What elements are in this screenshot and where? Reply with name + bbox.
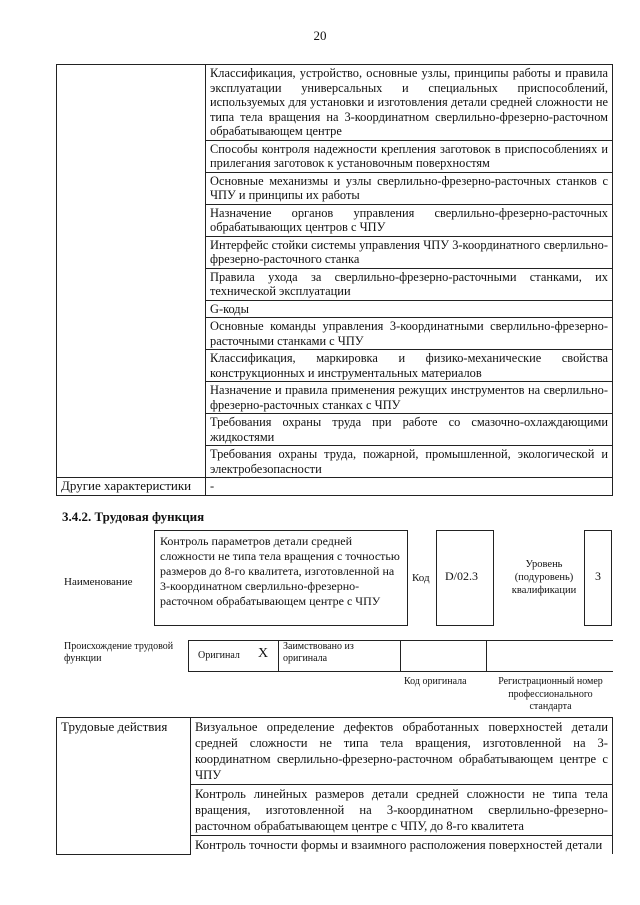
origin-divider xyxy=(486,640,487,672)
knowledge-item: Правила ухода за сверлильно-фрезерно-расточными станками, их технической эксплуатации xyxy=(206,268,613,300)
origin-divider xyxy=(400,640,401,672)
labor-actions-table xyxy=(56,717,613,855)
level-box xyxy=(584,530,612,626)
borrowed-label: Заимствовано из оригинала xyxy=(283,641,354,664)
function-name-value: Контроль параметров детали средней сложности не типа тела вращения с точностью размеров до 8-го квалитета, изготовленной на 3-координатном сверлильно-фрезерно-расточном обрабатывающем центре с ЧПУ xyxy=(160,534,400,608)
knowledge-item: Назначение и правила применения режущих инструментов на сверлильно-фрезерно-расточных станках с ЧПУ xyxy=(206,382,613,414)
level-label: Уровень (подуровень) квалификации xyxy=(511,559,577,596)
knowledge-item: Способы контроля надежности крепления заготовок в приспособлениях и прилегания заготовок к установочным поверхностям xyxy=(206,140,613,172)
knowledge-label-cell xyxy=(57,65,206,478)
origin-divider xyxy=(278,640,279,672)
knowledge-item: Классификация, устройство, основные узлы, принципы работы и правила эксплуатации универсальных и специальных приспособлений, используемых для установки и изготовления детали средней сложности не типа тела вращения на 3-координатном сверлильно-фрезерно-расточном обрабатывающем центре xyxy=(206,65,613,141)
page-number: 20 xyxy=(313,28,327,43)
knowledge-item: Классификация, маркировка и физико-механические свойства конструкционных и инструментальных материалов xyxy=(206,350,613,382)
level-value: 3 xyxy=(595,569,601,583)
labor-action-item: Контроль линейных размеров детали средней сложности не типа тела вращения, изготовленной на 3-координатном сверлильно-фрезерно-расточном обрабатывающем центре с ЧПУ, до 8-го квалитета xyxy=(191,785,613,836)
other-characteristics-value: - xyxy=(206,478,613,496)
code-value: D/02.3 xyxy=(445,569,478,583)
function-name-box xyxy=(154,530,408,626)
code-original-label: Код оригинала xyxy=(404,676,467,687)
code-box xyxy=(436,530,494,626)
code-label: Код xyxy=(412,572,430,584)
reg-number-label: Регистрационный номер профессионального стандарта xyxy=(498,676,603,712)
knowledge-item: Назначение органов управления сверлильно-фрезерно-расточных обрабатывающих центров с ЧПУ xyxy=(206,204,613,236)
labor-action-item: Контроль точности формы и взаимного расположения поверхностей детали xyxy=(191,836,613,855)
labor-actions-label: Трудовые действия xyxy=(57,718,191,855)
section-heading: 3.4.2. Трудовая функция xyxy=(62,509,205,524)
knowledge-item: Интерфейс стойки системы управления ЧПУ 3-координатного сверлильно-фрезерно-расточного станка xyxy=(206,236,613,268)
labor-action-item: Визуальное определение дефектов обработанных поверхностей детали средней сложности не типа тела вращения, изготовленной на 3-координатном сверлильно-фрезерно-расточном обрабатывающем центре с ЧПУ xyxy=(191,718,613,785)
knowledge-table xyxy=(56,64,613,496)
original-mark: X xyxy=(258,646,269,661)
knowledge-item: Основные команды управления 3-координатными сверлильно-фрезерно-расточными станками с ЧПУ xyxy=(206,318,613,350)
function-name-label: Наименование xyxy=(64,576,133,588)
other-characteristics-label: Другие характеристики xyxy=(57,478,206,496)
knowledge-item: G-коды xyxy=(206,300,613,318)
original-label: Оригинал xyxy=(198,650,240,661)
knowledge-item: Требования охраны труда, пожарной, промышленной, экологической и электробезопасности xyxy=(206,446,613,478)
knowledge-item: Основные механизмы и узлы сверлильно-фрезерно-расточных станков с ЧПУ и принципы их работы xyxy=(206,172,613,204)
origin-label: Происхождение трудовой функции xyxy=(64,641,174,664)
knowledge-item: Требования охраны труда при работе со смазочно-охлаждающими жидкостями xyxy=(206,414,613,446)
